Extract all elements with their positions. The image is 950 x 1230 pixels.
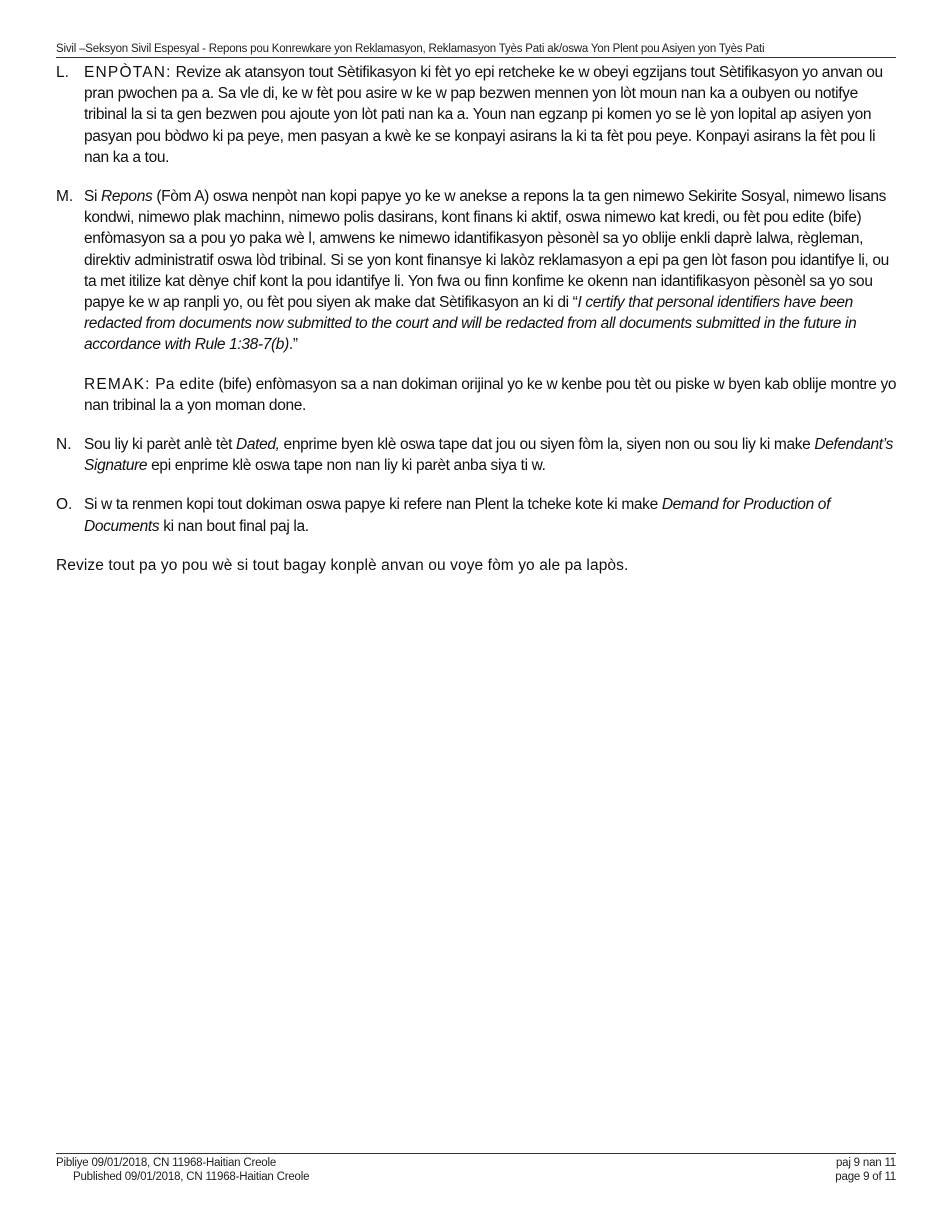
instructions-body	[56, 62, 898, 576]
footer-publication	[56, 1156, 309, 1184]
item-n-text-2: enprime byen klè oswa tape dat jou ou siyen fòm la, siyen non ou sou liy ki make	[279, 436, 815, 454]
item-n-italic-1: Dated,	[236, 436, 280, 454]
remak-note	[84, 374, 898, 416]
item-o-italic-1: Demand for Production of Documents	[84, 496, 831, 535]
item-n-text-3: epi enprime klè oswa tape non nan liy ki parèt anba siya ti w.	[147, 457, 546, 475]
item-l-text: Revize ak atansyon tout Sètifikasyon ki fèt yo epi retcheke ke w obeyi egzijans tout Sètifikasyon yo anvan ou pran pwochen pa a. Sa vle di, ke w fèt pou asire w ke w pap bezwen mennen yon lòt moun nan ka a oubyen ou notifye tribinal la si ta gen bezwen pou ajoute yon lòt pati nan ka a. Youn nan egzanp pi komen yo se lè yon lopital ap asiyen yon pasyan pou bòdwo ki pa peye, men pasyan a kwè ke se konpayi asirans la ki ta fèt pou peye. Konpayi asirans la fèt pou li nan ka a tou.	[84, 64, 883, 166]
header-title: Sivil –Seksyon Sivil Espesyal - Repons pou Konrewkare yon Reklamasyon, Reklamasyon Tyès Pati ak/oswa Yon Plent pou Asiyen yon Tyès Pati	[56, 43, 765, 55]
item-o-text-1: Si w ta renmen kopi tout dokiman oswa papye ki refere nan Plent la tcheke kote ki make	[84, 496, 662, 514]
item-n-italic-2: Defendant’s Signature	[84, 436, 893, 475]
item-text	[84, 494, 898, 536]
instruction-item-m	[56, 186, 898, 356]
remak-label: REMAK:	[84, 375, 151, 393]
item-m-italic-1: Repons	[101, 188, 153, 206]
remak-text-a: Pa edite	[150, 375, 215, 393]
published-ht: Pibliye 09/01/2018, CN 11968-Haitian Creole	[56, 1157, 277, 1169]
remak-text-b: (bife) enfòmasyon sa a nan dokiman orijinal yo ke w kenbe pou tèt ou piske w byen kab oblije montre yo nan tribinal la a yon moman done.	[84, 375, 897, 414]
page-footer	[56, 1153, 896, 1184]
item-m-text-3: .”	[288, 336, 298, 354]
item-m-text-2: (Fòm A) oswa nenpòt nan kopi papye yo ke w anekse a repons la ta gen nimewo Sekirite Sosyal, nimewo lisans kondwi, nimewo plak machinn, nimewo polis dasirans, kont finans ki aktif, oswa nimewo kat kredi, ou fèt pou edite (bife) enfòmasyon sa a pou yo paka wè l, amwens ke nimewo idantifikasyon pèsonèl sa yo oblije enkli daprè lalwa, règleman, direktiv administratif oswa lòd tribinal. Si se yon kont finansye ki lakòz reklamasyon a epi pa gen lòt fason pou idantifye li, ou ta met itilize kat dènye chif kont la pou idantifye li. Yon fwa ou finn konfime ke okenn nan idantifikasyon pèsonèl sa yo sou papye ke w ap ranpli yo, ou fèt pou siyen ak make dat Sètifikasyon an ki di “	[84, 188, 889, 312]
certification-quote: I certify that personal identifiers have been redacted from documents now submitted to the court and will be redacted from all documents submitted in the future in accordance with Rule 1:38-7(b)	[84, 294, 857, 354]
closing-instruction: Revize tout pa yo pou wè si tout bagay konplè anvan ou voye fòm yo ale pa lapòs.	[56, 556, 629, 574]
running-header	[56, 43, 896, 58]
item-letter: O.	[56, 496, 73, 514]
important-label: ENPÒTAN:	[84, 64, 172, 81]
page-number-en: page 9 of 11	[835, 1171, 896, 1183]
published-en: Published 09/01/2018, CN 11968-Haitian Creole	[73, 1171, 310, 1183]
footer-page-number	[835, 1156, 896, 1184]
item-o-text-2: ki nan bout final paj la.	[159, 517, 309, 535]
item-text	[84, 434, 898, 476]
item-letter: M.	[56, 188, 74, 206]
instruction-item-n	[56, 434, 898, 476]
item-letter: N.	[56, 436, 72, 454]
item-text	[84, 62, 898, 168]
item-n-text-1: Sou liy ki parèt anlè tèt	[84, 436, 237, 454]
item-m-text-1: Si	[84, 188, 102, 206]
instruction-item-l	[56, 62, 898, 168]
page-number-ht: paj 9 nan 11	[835, 1157, 896, 1169]
item-text	[84, 186, 898, 356]
item-letter: L.	[56, 64, 69, 81]
instruction-item-o	[56, 494, 898, 536]
